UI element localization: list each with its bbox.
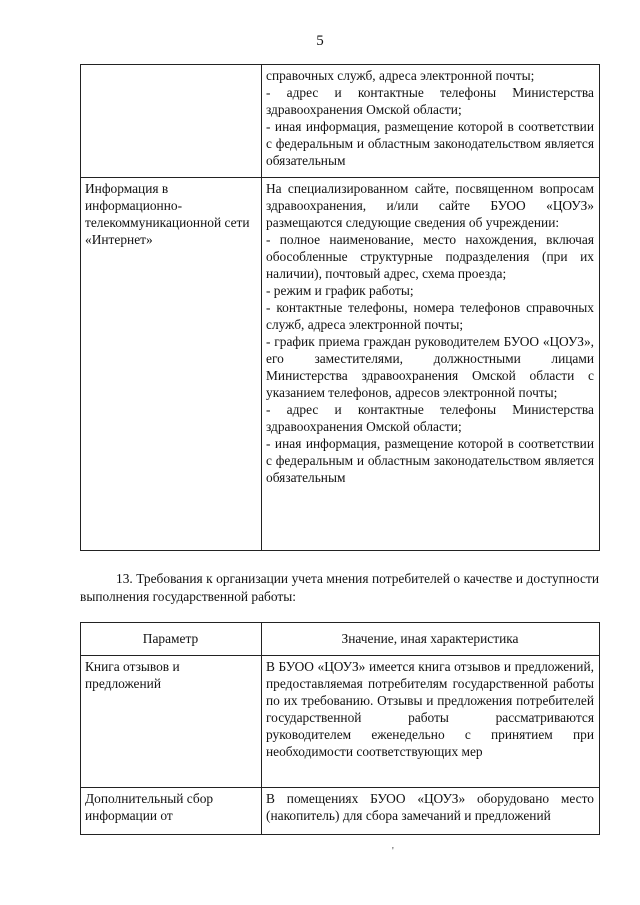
header-value: Значение, иная характеристика <box>262 623 600 656</box>
header-parameter: Параметр <box>81 623 262 656</box>
parameter-cell <box>81 65 262 178</box>
info-table-continued <box>80 64 600 551</box>
table-header-row <box>81 623 600 656</box>
section-13-heading: 13. Требования к организации учета мнения потребителей о качестве и доступности выполнения государственной работы: <box>80 571 599 604</box>
value-line: - режим и график работы; <box>266 283 414 298</box>
value-cell: В помещениях БУОО «ЦОУЗ» оборудовано место (накопитель) для сбора замечаний и предложений <box>262 788 600 835</box>
value-line: - полное наименование, место нахождения, включая обособленные структурные подразделения (при их наличии), почтовый адрес, схема проезда; <box>266 232 594 281</box>
feedback-table <box>80 622 600 835</box>
value-line: - адрес и контактные телефоны Министерства здравоохранения Омской области; <box>266 85 594 117</box>
table-row <box>81 65 600 178</box>
value-cell: В БУОО «ЦОУЗ» имеется книга отзывов и предложений, предоставляемая потребителям государственной работы по их требованию. Отзывы и предложения потребителей государственной работы рассматриваются руководителем еженедельно с принятием при необходимости соответствующих мер <box>262 656 600 788</box>
value-line: - график приема граждан руководителем БУОО «ЦОУЗ», его заместителями, должностными лицами Министерства здравоохранения Омской области с указанием телефонов, адресов электронной почты; <box>266 334 594 400</box>
value-line: На специализированном сайте, посвященном вопросам здравоохранения, и/или сайте БУОО «ЦОУЗ» размещаются следующие сведения об учреждении: <box>266 181 594 230</box>
value-line: - иная информация, размещение которой в соответствии с федеральным и областным законодательством является обязательным <box>266 119 594 168</box>
parameter-cell: Дополнительный сбор информации от <box>81 788 262 835</box>
value-line: - контактные телефоны, номера телефонов справочных служб, адреса электронной почты; <box>266 300 594 332</box>
page-number: 5 <box>316 33 324 49</box>
parameter-cell: Информация в информационно-телекоммуникационной сети «Интернет» <box>81 178 262 551</box>
table-row <box>81 656 600 788</box>
value-line: - адрес и контактные телефоны Министерства здравоохранения Омской области; <box>266 402 594 434</box>
stray-mark: ' <box>392 846 394 857</box>
value-line: справочных служб, адреса электронной почты; <box>266 68 535 83</box>
table-row <box>81 788 600 835</box>
value-line: - иная информация, размещение которой в соответствии с федеральным и областным законодательством является обязательным <box>266 436 594 485</box>
table-row <box>81 178 600 551</box>
parameter-cell: Книга отзывов и предложений <box>81 656 262 788</box>
value-cell <box>262 178 600 551</box>
value-cell <box>262 65 600 178</box>
